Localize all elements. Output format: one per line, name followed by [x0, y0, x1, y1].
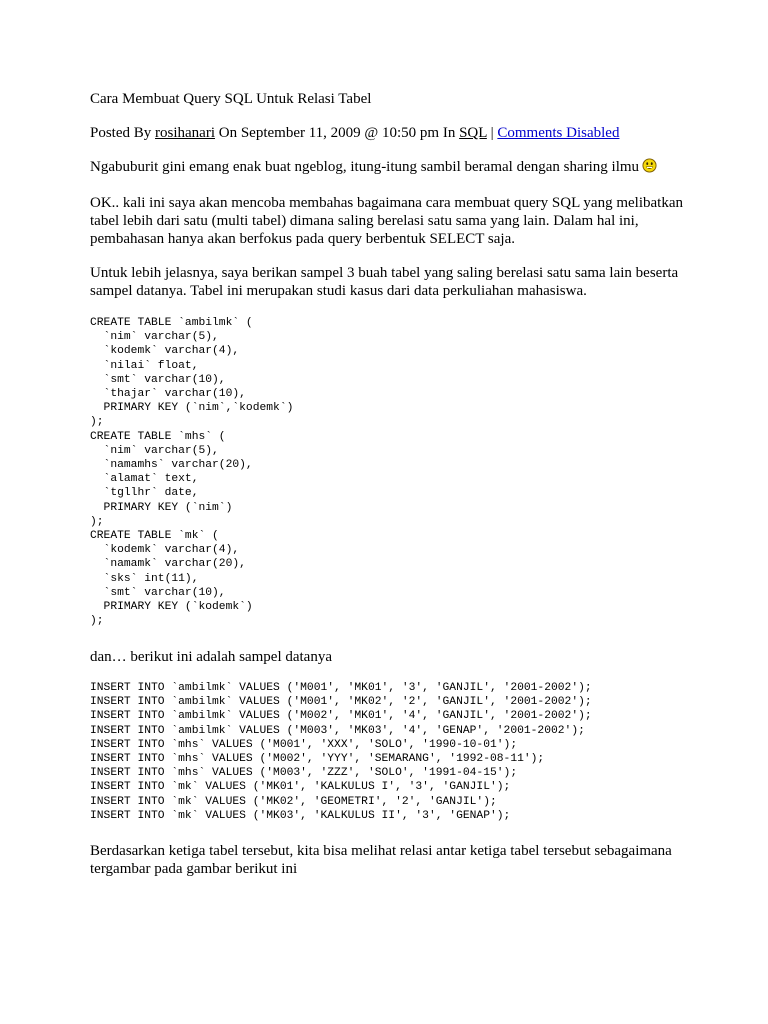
code-line: `smt` varchar(10),: [90, 586, 226, 599]
intro-text: Ngabuburit gini emang enak buat ngeblog, itung-itung sambil beramal dengan sharing ilmu: [90, 159, 640, 175]
intro-paragraph: [90, 158, 657, 176]
code-line: INSERT INTO `mk` VALUES ('MK03', 'KALKULUS II', '3', 'GENAP');: [90, 809, 511, 822]
code-line: CREATE TABLE `ambilmk` (: [90, 317, 253, 329]
code-line: PRIMARY KEY (`nim`): [90, 501, 233, 514]
comments-link[interactable]: Comments Disabled: [497, 125, 620, 141]
posted-by-label: Posted By: [90, 125, 156, 141]
code-line: CREATE TABLE `mhs` (: [90, 430, 226, 443]
code-line: `alamat` text,: [90, 473, 199, 486]
code-line: );: [90, 515, 104, 528]
code-line: CREATE TABLE `mk` (: [90, 530, 219, 543]
byline-separator: |: [486, 125, 498, 141]
code-line: INSERT INTO `ambilmk` VALUES ('M003', 'MK03', '4', 'GENAP', '2001-2002');: [90, 724, 585, 737]
code-line: `nim` varchar(5),: [90, 331, 219, 344]
ok-paragraph: OK.. kali ini saya akan mencoba membahas bagaimana cara membuat query SQL yang melibatkan tabel lebih dari satu (multi tabel) dimana saling berelasi satu sama yang lain. Dalam hal ini, pembahasan hanya akan berfokus pada query berbentuk SELECT saja.: [90, 195, 683, 247]
code-line: );: [90, 615, 104, 628]
code-line: );: [90, 416, 104, 429]
sample-paragraph: Untuk lebih jelasnya, saya berikan sampel 3 buah tabel yang saling berelasi satu sama lain beserta sampel datanya. Tabel ini merupakan studi kasus dari data perkuliahan mahasiswa.: [90, 265, 679, 299]
sample-data-intro: dan… berikut ini adalah sampel datanya: [90, 649, 332, 665]
code-line: `sks` int(11),: [90, 572, 199, 585]
code-line: PRIMARY KEY (`kodemk`): [90, 601, 253, 614]
code-line: INSERT INTO `mk` VALUES ('MK02', 'GEOMETRI', '2', 'GANJIL');: [90, 795, 497, 808]
code-line: INSERT INTO `mhs` VALUES ('M002', 'YYY', 'SEMARANG', '1992-08-11');: [90, 753, 545, 766]
code-line: `kodemk` varchar(4),: [90, 544, 240, 557]
code-line: INSERT INTO `ambilmk` VALUES ('M001', 'MK02', '2', 'GANJIL', '2001-2002');: [90, 696, 592, 709]
smiley-icon: [642, 158, 657, 173]
code-line: `thajar` varchar(10),: [90, 388, 246, 401]
code-line: `nim` varchar(5),: [90, 444, 219, 457]
code-line: INSERT INTO `mk` VALUES ('MK01', 'KALKULUS I', '3', 'GANJIL');: [90, 781, 511, 794]
code-line: `smt` varchar(10),: [90, 373, 226, 386]
code-line: `tgllhr` date,: [90, 487, 199, 500]
author-link[interactable]: rosihanari: [155, 125, 215, 141]
create-table-code-block: [90, 316, 293, 628]
article-title: Cara Membuat Query SQL Untuk Relasi Tabel: [90, 91, 372, 107]
insert-data-code-block: [90, 681, 592, 823]
code-line: `namamhs` varchar(20),: [90, 459, 253, 472]
code-line: `nilai` float,: [90, 359, 199, 372]
code-line: INSERT INTO `mhs` VALUES ('M003', 'ZZZ', 'SOLO', '1991-04-15');: [90, 767, 518, 780]
code-line: `namamk` varchar(20),: [90, 558, 246, 571]
category-link[interactable]: SQL: [459, 125, 487, 141]
code-line: PRIMARY KEY (`nim`,`kodemk`): [90, 402, 294, 415]
relation-paragraph: Berdasarkan ketiga tabel tersebut, kita bisa melihat relasi antar ketiga tabel tersebut sebagaimana tergambar pada gambar berikut ini: [90, 843, 672, 877]
code-line: `kodemk` varchar(4),: [90, 345, 240, 358]
byline: [90, 124, 619, 142]
code-line: INSERT INTO `ambilmk` VALUES ('M002', 'MK01', '4', 'GANJIL', '2001-2002');: [90, 710, 592, 723]
code-line: INSERT INTO `ambilmk` VALUES ('M001', 'MK01', '3', 'GANJIL', '2001-2002');: [90, 682, 592, 694]
code-line: INSERT INTO `mhs` VALUES ('M001', 'XXX', 'SOLO', '1990-10-01');: [90, 738, 518, 751]
post-date: On September 11, 2009 @ 10:50 pm In: [215, 125, 460, 141]
